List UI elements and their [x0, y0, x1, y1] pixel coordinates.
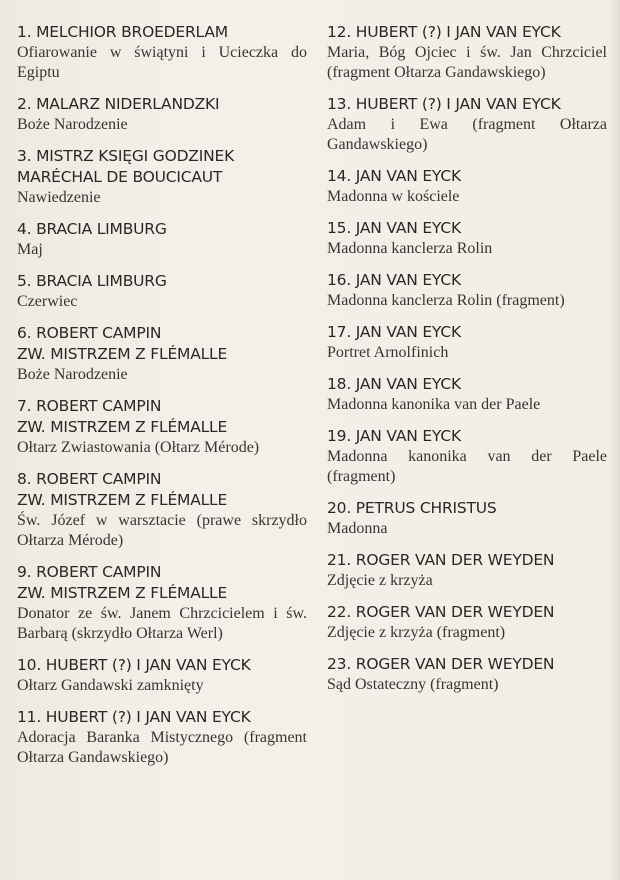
entry-title: Adam i Ewa (fragment Ołtarza Gandawskiego): [327, 116, 607, 153]
list-entry: [327, 602, 607, 643]
entry-title: Ofiarowanie w świątyni i Ucieczka do Egiptu: [17, 44, 307, 81]
left-column: [17, 22, 307, 779]
entry-title: Zdjęcie z krzyża: [327, 572, 433, 589]
entry-artist: 16. JAN VAN EYCK: [327, 271, 461, 289]
list-entry: [17, 22, 307, 83]
entry-title: Madonna: [327, 520, 388, 537]
list-entry: [17, 323, 307, 385]
entry-title: Madonna kanonika van der Paele: [327, 396, 541, 413]
list-entry: [327, 550, 607, 591]
entry-artist: 11. HUBERT (?) I JAN VAN EYCK: [17, 708, 251, 726]
entry-title: Adoracja Baranka Mistycznego (fragment Ołtarza Gandawskiego): [17, 729, 307, 766]
entry-title: Madonna kanonika van der Paele (fragment): [327, 448, 607, 485]
entry-title: Madonna kanclerza Rolin: [327, 240, 493, 257]
list-entry: [17, 707, 307, 768]
list-entry: [327, 322, 607, 363]
list-entry: [17, 562, 307, 644]
entry-artist: 1. MELCHIOR BROEDERLAM: [17, 23, 228, 41]
entry-artist: 19. JAN VAN EYCK: [327, 427, 461, 445]
entry-title: Św. Józef w warsztacie (prawe skrzydło Ołtarza Mérode): [17, 512, 307, 549]
right-column: [327, 22, 607, 706]
list-entry: [17, 271, 307, 312]
entry-artist: 4. BRACIA LIMBURG: [17, 220, 167, 238]
entry-title: Zdjęcie z krzyża (fragment): [327, 624, 506, 641]
entry-artist: 22. ROGER VAN DER WEYDEN: [327, 603, 555, 621]
entry-artist: 10. HUBERT (?) I JAN VAN EYCK: [17, 656, 251, 674]
entry-artist: 2. MALARZ NIDERLANDZKI: [17, 95, 220, 113]
list-entry: [327, 218, 607, 259]
list-entry: [17, 219, 307, 260]
list-entry: [327, 94, 607, 155]
entry-artist: 12. HUBERT (?) I JAN VAN EYCK: [327, 23, 561, 41]
entry-artist: 3. MISTRZ KSIĘGI GODZINEK MARÉCHAL DE BOUCICAUT: [17, 147, 235, 186]
entry-artist: 14. JAN VAN EYCK: [327, 167, 461, 185]
page-edge-shadow: [610, 0, 620, 880]
entry-artist: 8. ROBERT CAMPIN ZW. MISTRZEM Z FLÉMALLE: [17, 470, 228, 509]
entry-artist: 9. ROBERT CAMPIN ZW. MISTRZEM Z FLÉMALLE: [17, 563, 228, 602]
list-entry: [327, 426, 607, 487]
entry-title: Donator ze św. Janem Chrzcicielem i św. Barbarą (skrzydło Ołtarza Werl): [17, 605, 307, 642]
list-entry: [17, 146, 307, 208]
entry-title: Maj: [17, 241, 43, 258]
entry-artist: 13. HUBERT (?) I JAN VAN EYCK: [327, 95, 561, 113]
list-entry: [327, 654, 607, 695]
list-entry: [327, 22, 607, 83]
entry-artist: 5. BRACIA LIMBURG: [17, 272, 167, 290]
entry-artist: 7. ROBERT CAMPIN ZW. MISTRZEM Z FLÉMALLE: [17, 397, 228, 436]
list-entry: [327, 374, 607, 415]
list-entry: [17, 469, 307, 551]
entry-artist: 6. ROBERT CAMPIN ZW. MISTRZEM Z FLÉMALLE: [17, 324, 228, 363]
entry-artist: 17. JAN VAN EYCK: [327, 323, 461, 341]
entry-title: Sąd Ostateczny (fragment): [327, 676, 499, 693]
list-entry: [17, 94, 307, 135]
entry-title: Maria, Bóg Ojciec i św. Jan Chrzciciel (fragment Ołtarza Gandawskiego): [327, 44, 607, 81]
entry-title: Czerwiec: [17, 293, 78, 310]
list-entry: [327, 270, 607, 311]
entry-artist: 18. JAN VAN EYCK: [327, 375, 461, 393]
entry-title: Nawiedzenie: [17, 189, 101, 206]
entry-title: Madonna w kościele: [327, 188, 460, 205]
entry-title: Portret Arnolfinich: [327, 344, 449, 361]
list-entry: [17, 655, 307, 696]
entry-artist: 20. PETRUS CHRISTUS: [327, 499, 497, 517]
entry-artist: 15. JAN VAN EYCK: [327, 219, 461, 237]
entry-title: Boże Narodzenie: [17, 116, 128, 133]
entry-title: Ołtarz Gandawski zamknięty: [17, 677, 204, 694]
entry-title: Madonna kanclerza Rolin (fragment): [327, 292, 565, 309]
entry-artist: 23. ROGER VAN DER WEYDEN: [327, 655, 555, 673]
entry-title: Ołtarz Zwiastowania (Ołtarz Mérode): [17, 439, 260, 456]
entry-artist: 21. ROGER VAN DER WEYDEN: [327, 551, 555, 569]
list-entry: [327, 166, 607, 207]
list-entry: [327, 498, 607, 539]
list-entry: [17, 396, 307, 458]
entry-title: Boże Narodzenie: [17, 366, 128, 383]
